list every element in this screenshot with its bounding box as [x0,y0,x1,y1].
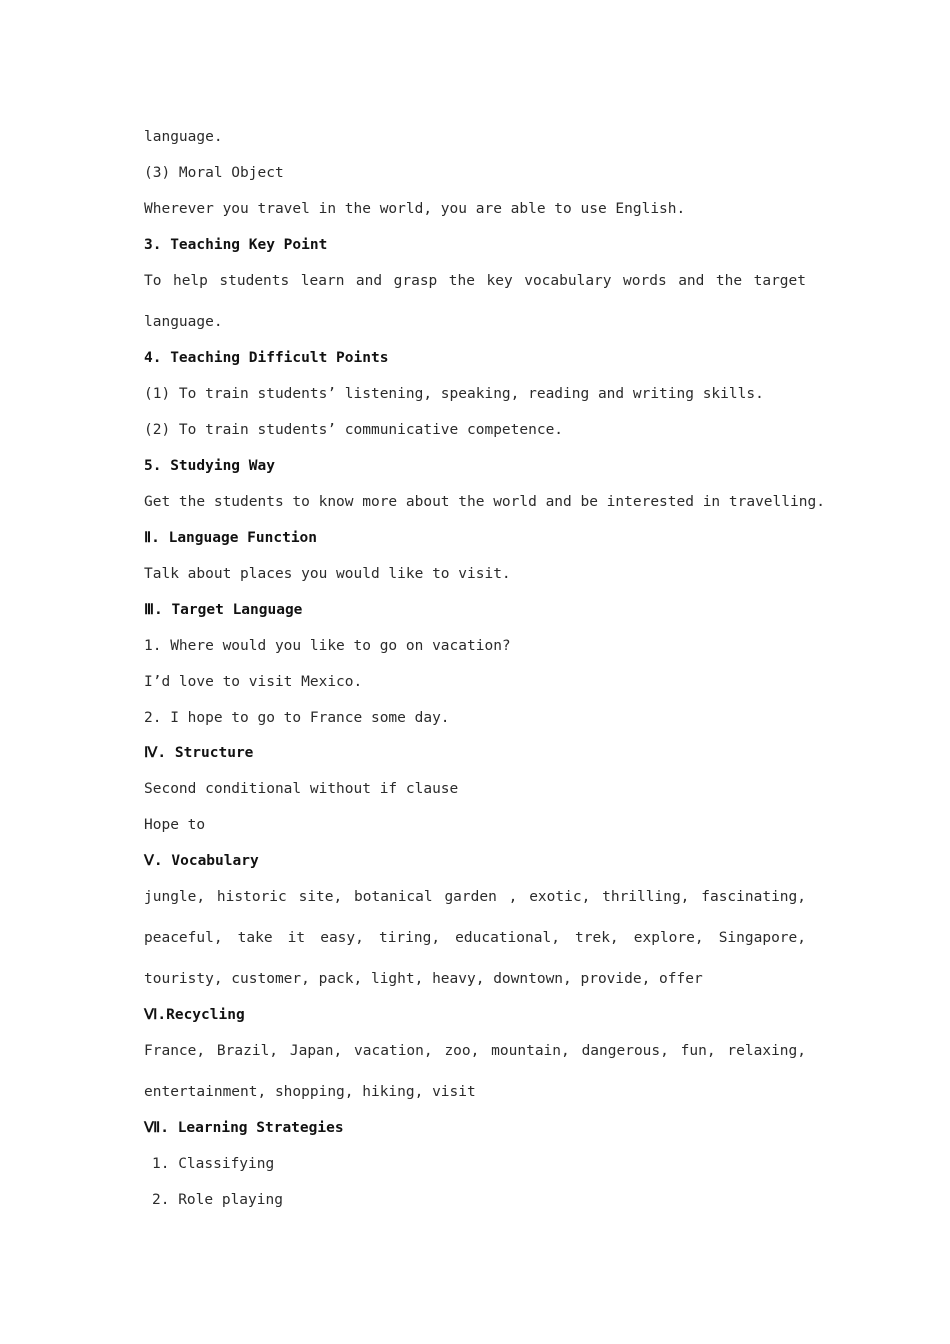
body-text: I’d love to visit Mexico. [144,674,363,690]
section-heading-learning-strategies: Ⅶ. Learning Strategies [144,1120,344,1136]
vocabulary-line: jungle, historic site, botanical garden , exotic, thrilling, fascinating, [144,889,806,905]
list-item: (1) To train students’ listening, speaking, reading and writing skills. [144,386,764,402]
list-item: 2. I hope to go to France some day. [144,710,450,726]
recycling-line: entertainment, shopping, hiking, visit [144,1084,476,1100]
vocabulary-line: touristy, customer, pack, light, heavy, downtown, provide, offer [144,971,703,987]
body-text: Wherever you travel in the world, you are able to use English. [144,201,686,217]
section-heading-recycling: Ⅵ.Recycling [144,1007,245,1023]
section-heading-difficult-points: 4. Teaching Difficult Points [144,350,389,366]
section-heading-key-point: 3. Teaching Key Point [144,237,328,253]
recycling-line: France, Brazil, Japan, vacation, zoo, mountain, dangerous, fun, relaxing, [144,1043,806,1059]
body-text: language. [144,314,223,330]
body-text: Hope to [144,817,206,833]
body-text: To help students learn and grasp the key vocabulary words and the target [144,273,806,289]
list-item: 2. Role playing [152,1192,283,1208]
body-text: Get the students to know more about the world and be interested in travelling. [144,494,825,510]
list-item: (2) To train students’ communicative competence. [144,422,564,438]
body-text: language. [144,129,223,145]
list-item: 1. Where would you like to go on vacation? [144,638,511,654]
list-item: 1. Classifying [152,1156,275,1172]
vocabulary-line: peaceful, take it easy, tiring, educational, trek, explore, Singapore, [144,930,806,946]
section-heading-language-function: Ⅱ. Language Function [144,530,318,546]
section-heading-structure: Ⅳ. Structure [144,745,254,761]
body-text: Talk about places you would like to visit. [144,566,511,582]
moral-object-label: (3) Moral Object [144,165,284,181]
section-heading-vocabulary: Ⅴ. Vocabulary [144,853,259,869]
section-heading-studying-way: 5. Studying Way [144,458,275,474]
section-heading-target-language: Ⅲ. Target Language [144,602,303,618]
body-text: Second conditional without if clause [144,781,459,797]
